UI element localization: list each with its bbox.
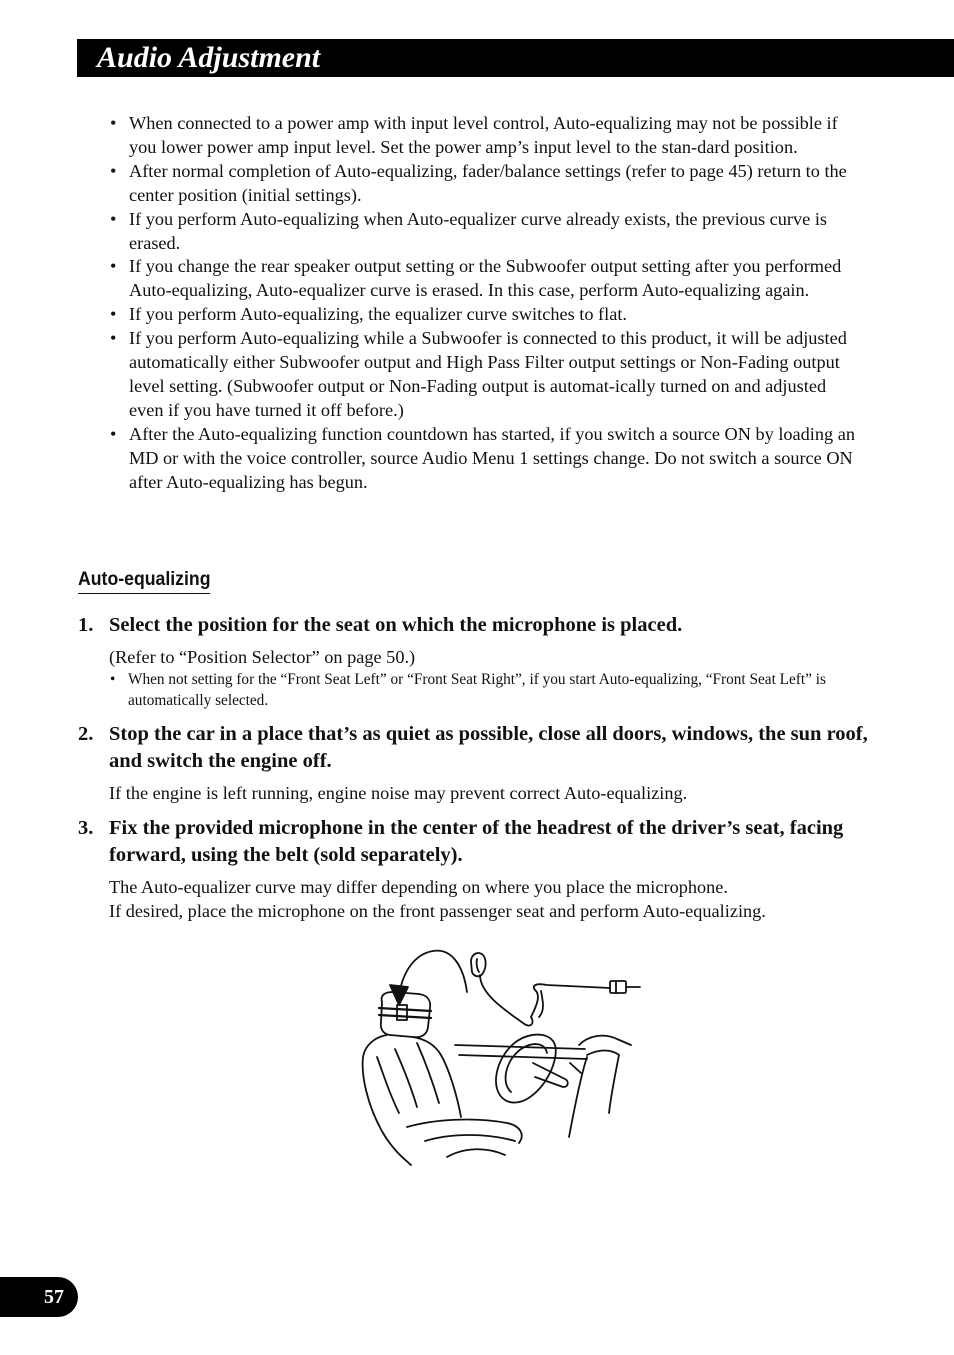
page-number: 57 bbox=[44, 1286, 64, 1308]
note-item: • When connected to a power amp with input level control, Auto-equalizing may not be possible if you lower power amp input level. Set the power amp’s input level to the stan-dard position. bbox=[108, 112, 860, 160]
step-title: Select the position for the seat on which the microphone is placed. bbox=[109, 614, 683, 636]
note-item: • If you perform Auto-equalizing while a Subwoofer is connected to this product, it will be adjusted automatically either Subwoofer output and High Pass Filter output settings or Non-Fading output level setting. (Subwoofer output or Non-Fading output is automat-ically turned on and adjusted even if you have turned it off before.) bbox=[108, 327, 860, 423]
note-item: • If you perform Auto-equalizing when Auto-equalizer curve already exists, the previous curve is erased. bbox=[108, 208, 860, 256]
step-3 bbox=[78, 815, 868, 923]
note-item: • After the Auto-equalizing function countdown has started, if you switch a source ON by loading an MD or with the voice controller, source Audio Menu 1 settings change. Do not switch a source ON after Auto-equalizing has begun. bbox=[108, 423, 860, 495]
step-body: If desired, place the microphone on the front passenger seat and perform Auto-equalizing. bbox=[109, 901, 766, 921]
note-item: • If you perform Auto-equalizing, the equalizer curve switches to flat. bbox=[108, 303, 860, 327]
note-item: • After normal completion of Auto-equalizing, fader/balance settings (refer to page 45) return to the center position (initial settings). bbox=[108, 160, 860, 208]
notes-list bbox=[108, 112, 860, 495]
step-body: (Refer to “Position Selector” on page 50.) bbox=[109, 647, 416, 667]
step-number: 1. bbox=[78, 614, 94, 636]
step-number: 3. bbox=[78, 817, 94, 839]
page-title: Audio Adjustment bbox=[97, 41, 321, 74]
microphone-placement-illustration bbox=[355, 945, 645, 1170]
step-title: Fix the provided microphone in the center of the headrest of the driver’s seat, facing forward, using the belt (sold separately). bbox=[109, 817, 844, 866]
note-item: • If you change the rear speaker output setting or the Subwoofer output setting after you performed Auto-equalizing, Auto-equalizer curve is erased. In this case, perform Auto-equalizing again. bbox=[108, 255, 860, 303]
header-bar bbox=[77, 39, 954, 77]
page-number-tab bbox=[0, 1277, 78, 1317]
step-body: If the engine is left running, engine noise may prevent correct Auto-equalizing. bbox=[109, 783, 688, 803]
step-2 bbox=[78, 721, 868, 805]
step-1 bbox=[78, 612, 868, 711]
step-number: 2. bbox=[78, 723, 94, 745]
step-title: Stop the car in a place that’s as quiet as possible, close all doors, windows, the sun roof, and switch the engine off. bbox=[109, 723, 868, 772]
step-note: • When not setting for the “Front Seat Left” or “Front Seat Right”, if you start Auto-equalizing, “Front Seat Left” is automatically selected. bbox=[109, 669, 868, 711]
step-body: The Auto-equalizer curve may differ depending on where you place the microphone. bbox=[109, 877, 728, 897]
section-heading: Auto-equalizing bbox=[78, 569, 211, 594]
